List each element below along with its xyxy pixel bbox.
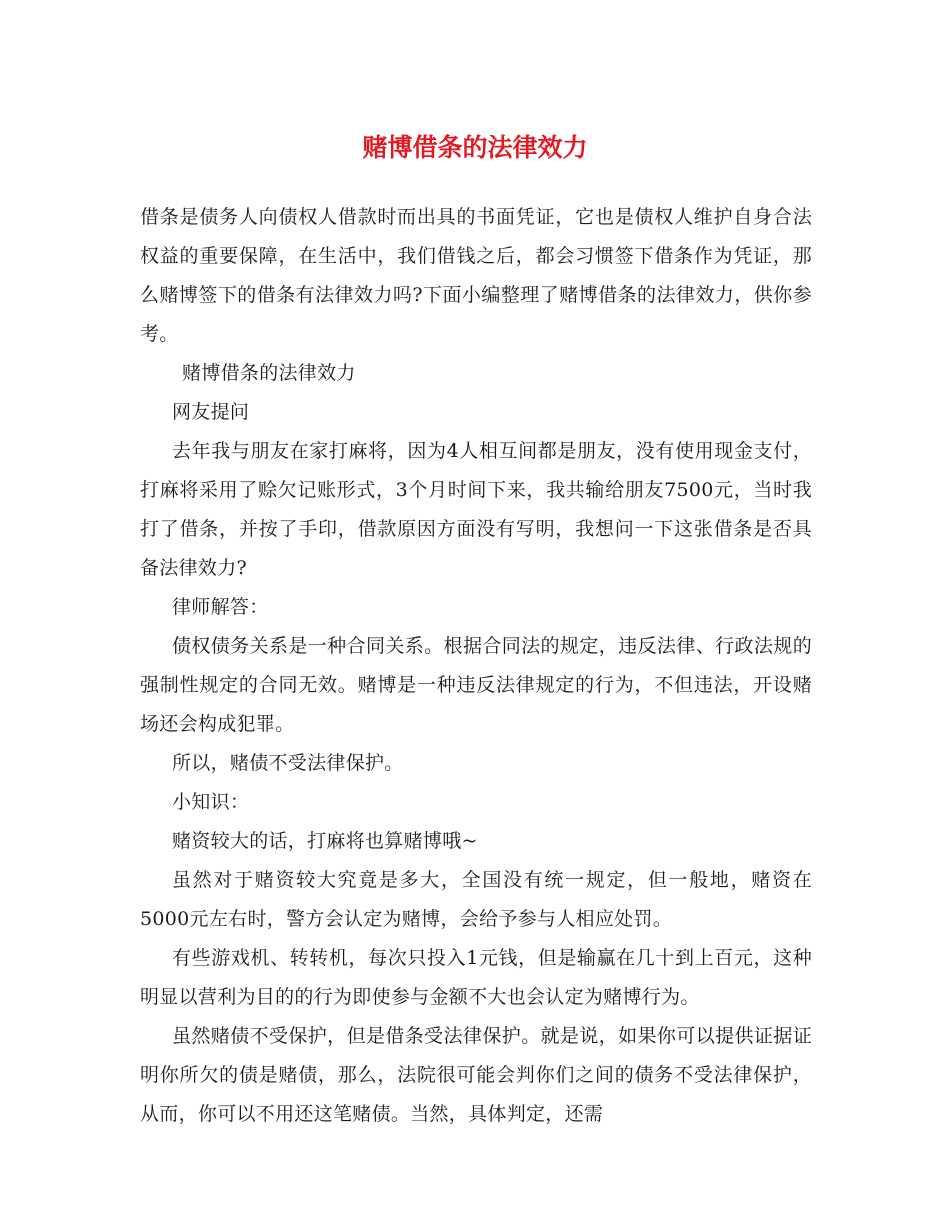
document-body <box>140 198 812 1134</box>
paragraph-question: 去年我与朋友在家打麻将，因为4人相互间都是朋友，没有使用现金支付，打麻将采用了赊欠记账形式，3个月时间下来，我共输给朋友7500元，当时我打了借条，并按了手印，借款原因方面没有写明，我想问一下这张借条是否具备法律效力? <box>140 440 812 579</box>
paragraph-subheading: 赌博借条的法律效力 <box>182 362 356 384</box>
paragraph-intro: 借条是债务人向债权人借款时而出具的书面凭证，它也是债权人维护自身合法权益的重要保障，在生活中，我们借钱之后，都会习惯签下借条作为凭证，那么赌博签下的借条有法律效力吗?下面小编整理了赌博借条的法律效力，供你参考。 <box>140 206 812 345</box>
paragraph-answer: 债权债务关系是一种合同关系。根据合同法的规定，违反法律、行政法规的强制性规定的合同无效。赌博是一种违反法律规定的行为，不但违法，开设赌场还会构成犯罪。 <box>140 635 812 735</box>
paragraph-tip-amount: 虽然对于赌资较大究竟是多大，全国没有统一规定，但一般地，赌资在5000元左右时，警方会认定为赌博，会给予参与人相应处罚。 <box>140 869 812 930</box>
paragraph-tip-label: 小知识： <box>172 791 250 813</box>
paragraph-tip-headline: 赌资较大的话，打麻将也算赌博哦~ <box>172 830 478 852</box>
paragraph-answer-label: 律师解答： <box>172 596 269 618</box>
document-title: 赌博借条的法律效力 <box>362 133 588 162</box>
paragraph-tip-machines: 有些游戏机、转转机，每次只投入1元钱，但是输赢在几十到上百元，这种明显以营利为目的的行为即使参与金额不大也会认定为赌博行为。 <box>140 947 812 1008</box>
paragraph-question-label: 网友提问 <box>172 401 250 423</box>
paragraph-conclusion: 所以，赌债不受法律保护。 <box>172 752 404 774</box>
paragraph-tip-iou: 虽然赌债不受保护，但是借条受法律保护。就是说，如果你可以提供证据证明你所欠的债是赌债，那么，法院很可能会判你们之间的债务不受法律保护，从而，你可以不用还这笔赌债。当然，具体判定，还需 <box>140 1025 812 1125</box>
